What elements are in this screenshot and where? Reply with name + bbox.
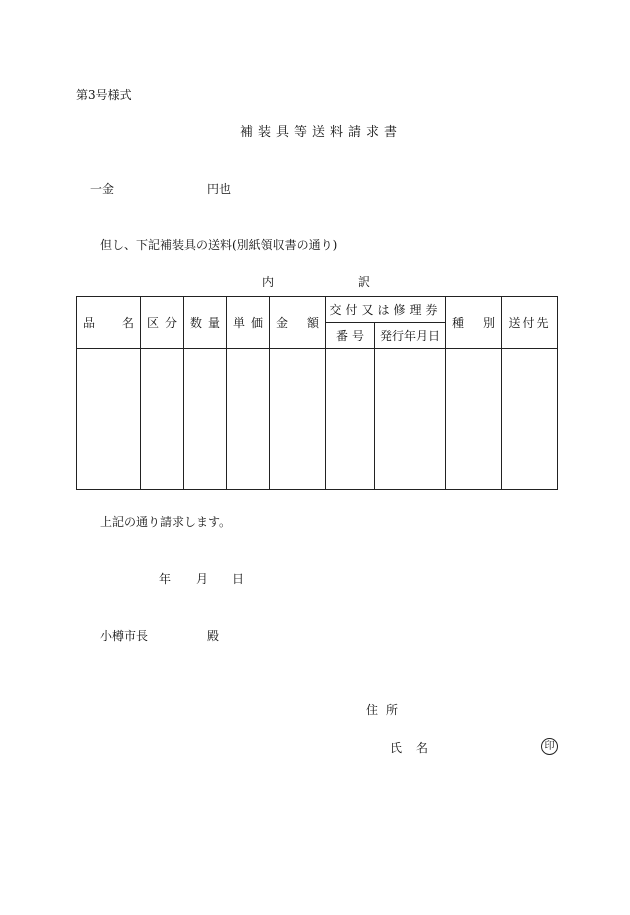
header-issue-date: 発行年月日 bbox=[375, 323, 446, 349]
header-type: 種 別 bbox=[446, 297, 502, 349]
cell-unit-price bbox=[227, 349, 270, 490]
proviso-text: 但し、下記補装具の送料(別紙領収書の通り) bbox=[100, 238, 338, 252]
address-label: 住所 bbox=[366, 703, 407, 717]
name-label: 氏名 bbox=[390, 741, 443, 755]
header-unit-price: 単 価 bbox=[227, 297, 270, 349]
cell-ship-to bbox=[502, 349, 558, 490]
cell-item-name bbox=[77, 349, 141, 490]
cell-issue-date bbox=[375, 349, 446, 490]
header-voucher-group: 交付又は修理券 bbox=[326, 297, 446, 323]
date-day-label: 日 bbox=[232, 572, 245, 586]
amount-suffix: 円也 bbox=[207, 182, 232, 196]
amount-prefix: 一金 bbox=[90, 182, 115, 196]
header-voucher-number: 番 号 bbox=[326, 323, 375, 349]
header-quantity: 数 量 bbox=[184, 297, 227, 349]
seal-mark: 印 bbox=[541, 738, 558, 755]
addressee-honorific: 殿 bbox=[207, 629, 220, 643]
header-category: 区 分 bbox=[141, 297, 184, 349]
header-item-name: 品 名 bbox=[77, 297, 141, 349]
document-title: 補装具等送料請求書 bbox=[240, 125, 403, 140]
date-month-label: 月 bbox=[196, 572, 209, 586]
cell-type bbox=[446, 349, 502, 490]
addressee-name: 小樽市長 bbox=[100, 629, 149, 643]
cell-voucher-number bbox=[326, 349, 375, 490]
form-number: 第3号様式 bbox=[76, 88, 132, 102]
cell-quantity bbox=[184, 349, 227, 490]
breakdown-heading-uchi: 内 bbox=[262, 275, 275, 289]
breakdown-table bbox=[76, 296, 558, 490]
breakdown-heading-wake: 訳 bbox=[358, 275, 371, 289]
cell-amount bbox=[270, 349, 326, 490]
header-amount: 金 額 bbox=[270, 297, 326, 349]
cell-category bbox=[141, 349, 184, 490]
date-year-label: 年 bbox=[159, 572, 172, 586]
header-ship-to: 送付先 bbox=[502, 297, 558, 349]
closing-statement: 上記の通り請求します。 bbox=[100, 515, 232, 529]
